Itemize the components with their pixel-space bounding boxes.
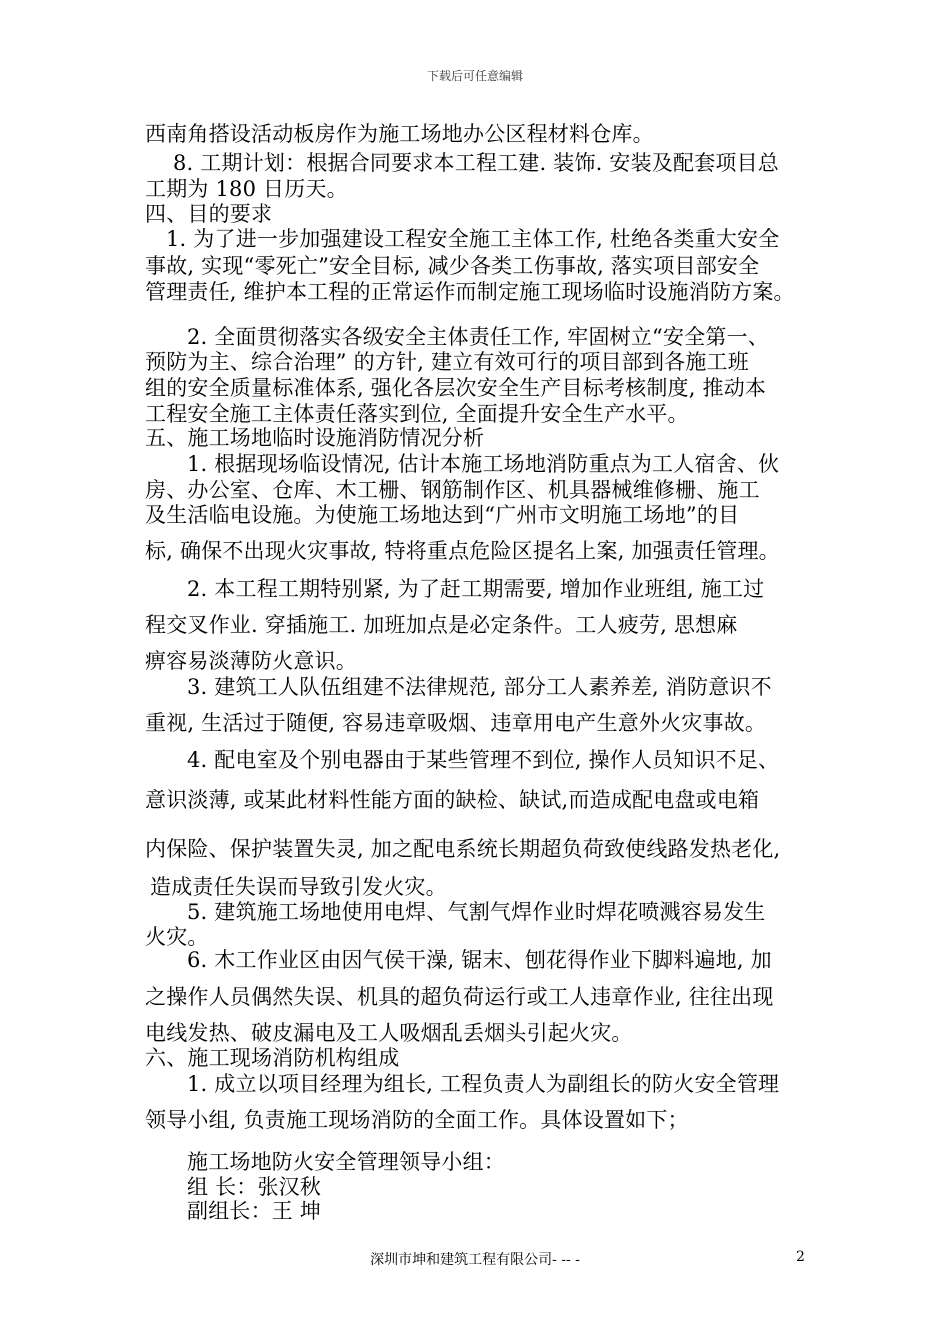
body-line: 1. 成立以项目经理为组长, 工程负责人为副组长的防火安全管理 bbox=[187, 1072, 780, 1096]
body-line: 副组长：王 坤 bbox=[187, 1199, 322, 1223]
body-line: 内保险、保护装置失灵, 加之配电系统长期超负荷致使线路发热老化, bbox=[145, 837, 781, 861]
body-line: 2. 全面贯彻落实各级安全主体责任工作, 牢固树立“安全第一、 bbox=[187, 325, 769, 349]
footer-company: 深圳市坤和建筑工程有限公司- -- - bbox=[370, 1252, 580, 1268]
page-number: 2 bbox=[796, 1249, 805, 1265]
body-line: 痹容易淡薄防火意识。 bbox=[145, 649, 357, 673]
body-line: 标, 确保不出现火灾事故, 特将重点危险区提名上案, 加强责任管理。 bbox=[145, 539, 780, 563]
body-line: 管理责任, 维护本工程的正常运作而制定施工现场临时设施消防方案。 bbox=[145, 280, 795, 304]
body-line: 及生活临电设施。为使施工场地达到“广州市文明施工场地”的目 bbox=[145, 503, 740, 527]
body-line: 事故, 实现“零死亡”安全目标, 减少各类工伤事故, 落实项目部安全 bbox=[145, 254, 760, 278]
body-line: 意识淡薄, 或某此材料性能方面的缺检、缺试,而造成配电盘或电箱 bbox=[145, 788, 760, 812]
body-line: 6. 木工作业区由因气侯干澡, 锯末、刨花得作业下脚料遍地, 加 bbox=[187, 948, 772, 972]
body-line: 3. 建筑工人队伍组建不法律规范, 部分工人素养差, 消防意识不 bbox=[187, 675, 772, 699]
section-heading: 五、施工场地临时设施消防情况分析 bbox=[145, 426, 485, 450]
body-line: 房、办公室、仓库、木工栅、钢筋制作区、机具器械维修栅、施工 bbox=[145, 478, 760, 502]
body-line: 西南角搭设活动板房作为施工场地办公区程材料仓库。 bbox=[145, 122, 654, 146]
body-line: 造成责任失误而导致引发火灾。 bbox=[150, 875, 447, 899]
body-line: 工程安全施工主体责任落实到位, 全面提升安全生产水平。 bbox=[145, 402, 689, 426]
body-line: 2. 本工程工期特别紧, 为了赶工期需要, 增加作业班组, 施工过 bbox=[187, 577, 765, 601]
body-line: 5. 建筑施工场地使用电焊、气割气焊作业时焊花喷溅容易发生 bbox=[187, 900, 766, 924]
body-line: 电线发热、破皮漏电及工人吸烟乱丢烟头引起火灾。 bbox=[145, 1021, 633, 1045]
body-line: 1. 为了进一步加强建设工程安全施工主体工作, 杜绝各类重大安全 bbox=[166, 227, 780, 251]
body-line: 程交叉作业. 穿插施工. 加班加点是必定条件。工人疲劳, 思想麻 bbox=[145, 613, 738, 637]
body-line: 8. 工期计划：根据合同要求本工程工建. 装饰. 安装及配套项目总 bbox=[173, 151, 780, 175]
body-line: 之操作人员偶然失误、机具的超负荷运行或工人违章作业, 往往出现 bbox=[145, 985, 774, 1009]
body-line: 4. 配电室及个别电器由于某些管理不到位, 操作人员知识不足、 bbox=[187, 748, 780, 772]
body-line: 组 长：张汉秋 bbox=[187, 1175, 322, 1199]
section-heading: 六、施工现场消防机构组成 bbox=[145, 1046, 400, 1070]
body-line: 组的安全质量标准体系, 强化各层次安全生产目标考核制度, 推动本 bbox=[145, 376, 767, 400]
body-line: 工期为 180 日历天。 bbox=[145, 177, 348, 201]
body-line: 1. 根据现场临设情况, 估计本施工场地消防重点为工人宿舍、伙 bbox=[187, 452, 780, 476]
body-line: 领导小组, 负责施工现场消防的全面工作。具体设置如下； bbox=[145, 1108, 689, 1132]
body-line: 重视, 生活过于随便, 容易违章吸烟、违章用电产生意外火灾事故。 bbox=[145, 711, 767, 735]
body-line: 施工场地防火安全管理领导小组： bbox=[187, 1150, 505, 1174]
page-header-note: 下载后可任意编辑 bbox=[426, 69, 523, 83]
section-heading: 四、目的要求 bbox=[145, 202, 273, 226]
body-line: 火灾。 bbox=[145, 925, 209, 949]
body-line: 预防为主、综合治理” 的方针, 建立有效可行的项目部到各施工班 bbox=[145, 350, 749, 374]
